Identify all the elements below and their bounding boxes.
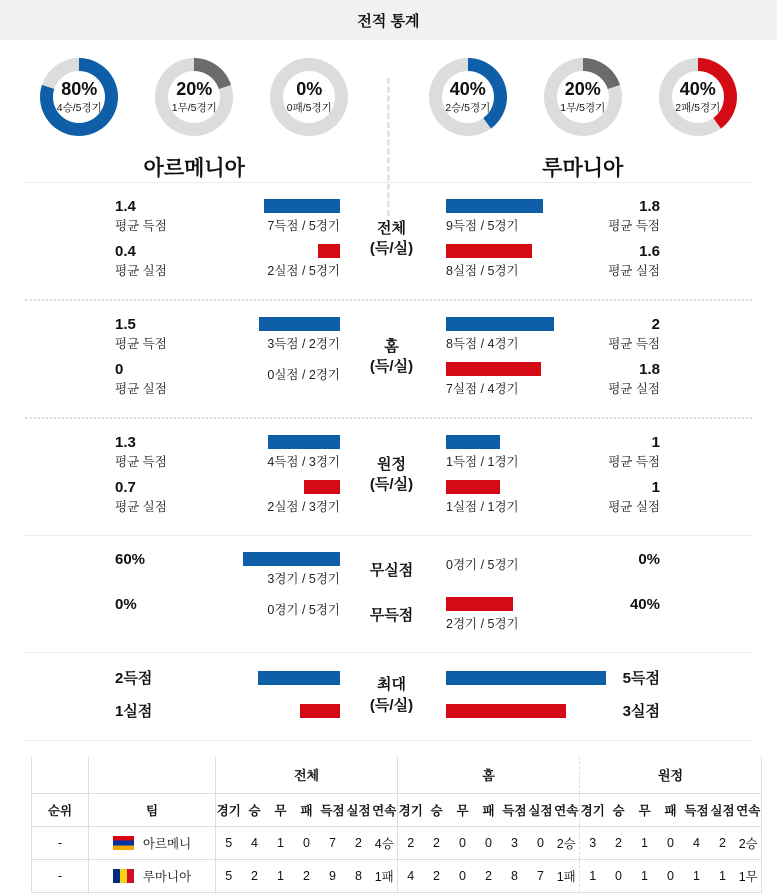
cell: 0: [450, 826, 476, 859]
cell: 2: [710, 826, 736, 859]
col-draw: 무: [268, 793, 294, 826]
stat-section-cleansheet: [0, 536, 777, 652]
section-label: [340, 317, 443, 397]
group-header-total: 전체: [216, 757, 398, 793]
cell: 2: [606, 826, 632, 859]
home-conceded-bar: [318, 244, 340, 258]
section-label-line2: (득/실): [370, 696, 413, 716]
cell: 1: [710, 859, 736, 892]
bar-caption: 3득점 / 2경기: [230, 334, 340, 352]
bar-caption: 4득점 / 3경기: [230, 452, 340, 470]
bar-caption: 3경기 / 5경기: [230, 569, 340, 587]
bar-caption: 1실점 / 1경기: [446, 497, 563, 515]
cell: 2: [424, 826, 450, 859]
group-header-home: 홈: [398, 757, 580, 793]
value: 1: [563, 435, 660, 452]
caption: 평균 실점: [563, 382, 660, 396]
spacer: [89, 757, 216, 793]
col-scored: 득점: [684, 793, 710, 826]
home-avg-scored: [115, 199, 230, 234]
value: 60%: [115, 552, 230, 569]
home-noscore-bar-block: [230, 597, 340, 632]
home-avg-conceded: [115, 480, 230, 515]
col-streak: 연속: [372, 793, 398, 826]
bar-caption: 2실점 / 5경기: [230, 261, 340, 279]
win-percent: 40%: [450, 80, 486, 98]
table-subheader-row: [32, 793, 762, 826]
bar-caption: 9득점 / 5경기: [446, 216, 563, 234]
team-cell: [89, 859, 216, 892]
home-scored-bar-block: [230, 199, 340, 234]
page-header: [0, 0, 777, 40]
home-max-scored-bar: [258, 671, 340, 685]
away-avg-scored: [563, 317, 660, 352]
home-avg-conceded: [115, 244, 230, 279]
draw-detail: 1무/5경기: [172, 100, 217, 115]
donut-summary: [0, 40, 777, 182]
col-games: 경기: [216, 793, 242, 826]
value: 0: [115, 362, 230, 379]
cell: 0: [476, 826, 502, 859]
donut-hole: [442, 71, 494, 123]
donut-hole: [168, 71, 220, 123]
donut-hole: [672, 71, 724, 123]
away-max-conceded-bar: [446, 704, 566, 718]
away-cleansheet-pct: [563, 552, 660, 587]
cell: 1패: [372, 859, 398, 892]
col-scored: 득점: [320, 793, 346, 826]
home-cleansheet-pct: [115, 552, 230, 587]
cell: 1: [580, 859, 606, 892]
cell: 0: [658, 826, 684, 859]
bar-caption: 8실점 / 5경기: [446, 261, 563, 279]
value: 0%: [115, 597, 230, 614]
col-conceded: 실점: [346, 793, 372, 826]
team-name: 루마니아: [143, 870, 191, 884]
home-draw-donut: [155, 58, 233, 136]
win-detail: 4승/5경기: [57, 100, 102, 115]
cell: 0: [658, 859, 684, 892]
page-title: 전적 통계: [357, 10, 419, 31]
away-loss-donut: [659, 58, 737, 136]
cell: 0: [528, 826, 554, 859]
home-conceded-bar-block: [230, 362, 340, 397]
cell: 1: [632, 826, 658, 859]
group-header-away: 원정: [580, 757, 762, 793]
value: 1실점: [115, 704, 152, 721]
value: 3실점: [623, 704, 660, 721]
team-cell: [89, 826, 216, 859]
cell: 2: [398, 826, 424, 859]
value: 1.3: [115, 435, 230, 452]
away-max-scored: [563, 671, 660, 688]
away-noscore-bar-block: [443, 597, 563, 632]
col-loss: 패: [658, 793, 684, 826]
cell: 2: [294, 859, 320, 892]
value: 1: [563, 480, 660, 497]
cell: 1무: [736, 859, 762, 892]
col-conceded: 실점: [528, 793, 554, 826]
away-avg-scored: [563, 199, 660, 234]
bar-caption: 1득점 / 1경기: [446, 452, 563, 470]
home-max-conceded-bar-block: [230, 704, 340, 721]
away-conceded-bar: [446, 244, 532, 258]
table-group-header-row: [32, 757, 762, 793]
section-label: [340, 435, 443, 515]
away-donut-row: [389, 58, 777, 136]
cell: 8: [346, 859, 372, 892]
value: 0%: [563, 552, 660, 569]
cell: 2: [476, 859, 502, 892]
away-scored-bar-block: [443, 317, 563, 352]
caption: 평균 득점: [115, 337, 230, 351]
away-avg-scored: [563, 435, 660, 470]
value: 1.6: [563, 244, 660, 261]
cell: 5: [216, 859, 242, 892]
away-noscore-bar: [446, 597, 513, 611]
value: 1.8: [563, 199, 660, 216]
away-team-name: 루마니아: [389, 152, 777, 182]
away-max-conceded: [563, 704, 660, 721]
value: 40%: [563, 597, 660, 614]
away-scored-bar: [446, 317, 554, 331]
cleansheet-label: 무실점: [340, 552, 443, 587]
donut-hole: [53, 71, 105, 123]
cell: 1: [268, 826, 294, 859]
caption: 평균 실점: [115, 500, 230, 514]
home-scored-bar: [259, 317, 340, 331]
home-donut-row: [0, 58, 389, 136]
away-max-scored-bar-block: [443, 671, 563, 688]
section-label-line1: 홈: [384, 337, 399, 357]
team-name: 아르메니: [143, 837, 191, 851]
away-scored-bar: [446, 435, 500, 449]
away-scored-bar: [446, 199, 543, 213]
caption: 평균 득점: [115, 219, 230, 233]
armenia-flag-icon: [113, 836, 134, 850]
away-conceded-bar-block: [443, 480, 563, 515]
caption: 평균 득점: [115, 455, 230, 469]
cell: 0: [606, 859, 632, 892]
home-conceded-bar-block: [230, 480, 340, 515]
section-label-line2: (득/실): [370, 239, 413, 259]
home-team-name: 아르메니아: [0, 152, 389, 182]
col-games: 경기: [580, 793, 606, 826]
away-avg-conceded: [563, 362, 660, 397]
cell: 7: [528, 859, 554, 892]
caption: 평균 실점: [115, 264, 230, 278]
donut-hole: [557, 71, 609, 123]
bar-caption: 0실점 / 2경기: [230, 365, 340, 383]
cell: 5: [216, 826, 242, 859]
home-win-donut: [40, 58, 118, 136]
col-draw: 무: [450, 793, 476, 826]
value: 1.4: [115, 199, 230, 216]
spacer: [32, 757, 89, 793]
bar-caption: 8득점 / 4경기: [446, 334, 563, 352]
home-conceded-bar: [304, 480, 340, 494]
cell: 0: [450, 859, 476, 892]
stat-section-home: [0, 301, 777, 417]
home-max-scored-bar-block: [230, 671, 340, 688]
away-win-donut: [429, 58, 507, 136]
cell: 1: [684, 859, 710, 892]
home-max-scored: [115, 671, 230, 688]
win-detail: 2승/5경기: [445, 100, 490, 115]
bar-caption: 0경기 / 5경기: [446, 555, 563, 573]
table-row-armenia: [32, 826, 762, 859]
cell: 4승: [372, 826, 398, 859]
draw-percent: 20%: [565, 80, 601, 98]
donut-hole: [283, 71, 335, 123]
loss-percent: 0%: [296, 80, 322, 98]
cell: 2승: [736, 826, 762, 859]
value: 2득점: [115, 671, 152, 688]
away-conceded-bar: [446, 362, 541, 376]
home-max-conceded: [115, 704, 230, 721]
home-avg-scored: [115, 435, 230, 470]
home-scored-bar-block: [230, 435, 340, 470]
home-scored-bar-block: [230, 317, 340, 352]
cell: 8: [502, 859, 528, 892]
home-cleansheet-bar-block: [230, 552, 340, 587]
home-noscore-pct: [115, 597, 230, 632]
value: 2: [563, 317, 660, 334]
away-noscore-pct: [563, 597, 660, 632]
cell: 1패: [554, 859, 580, 892]
home-max-conceded-bar: [300, 704, 340, 718]
caption: 평균 실점: [563, 264, 660, 278]
away-draw-donut: [544, 58, 622, 136]
col-streak: 연속: [554, 793, 580, 826]
away-scored-bar-block: [443, 435, 563, 470]
romania-flag-icon: [113, 869, 134, 883]
cell: 3: [502, 826, 528, 859]
caption: 평균 득점: [563, 337, 660, 351]
col-games: 경기: [398, 793, 424, 826]
col-loss: 패: [294, 793, 320, 826]
home-loss-donut: [270, 58, 348, 136]
value: 0.4: [115, 244, 230, 261]
col-scored: 득점: [502, 793, 528, 826]
home-avg-scored: [115, 317, 230, 352]
cell: 9: [320, 859, 346, 892]
cell: 7: [320, 826, 346, 859]
noscore-label: 무득점: [340, 597, 443, 632]
away-max-conceded-bar-block: [443, 704, 563, 721]
away-cleansheet-bar-block: [443, 552, 563, 587]
col-win: 승: [424, 793, 450, 826]
draw-percent: 20%: [176, 80, 212, 98]
section-label-line1: 전체: [377, 219, 406, 239]
section-label-line1: 원정: [377, 455, 406, 475]
cell: 3: [580, 826, 606, 859]
rank: -: [32, 859, 89, 892]
value: 5득점: [623, 671, 660, 688]
cell: 4: [398, 859, 424, 892]
caption: 평균 득점: [563, 455, 660, 469]
bar-caption: 0경기 / 5경기: [230, 600, 340, 618]
away-conceded-bar-block: [443, 244, 563, 279]
section-label-line2: (득/실): [370, 357, 413, 377]
away-avg-conceded: [563, 244, 660, 279]
home-conceded-bar-block: [230, 244, 340, 279]
away-conceded-bar-block: [443, 362, 563, 397]
vertical-dashed-divider: [387, 78, 390, 216]
win-percent: 80%: [61, 80, 97, 98]
cell: 2: [242, 859, 268, 892]
value: 1.5: [115, 317, 230, 334]
away-scored-bar-block: [443, 199, 563, 234]
value: 0.7: [115, 480, 230, 497]
cell: 2: [346, 826, 372, 859]
home-scored-bar: [268, 435, 340, 449]
section-label: [340, 199, 443, 279]
col-draw: 무: [632, 793, 658, 826]
divider: [25, 740, 752, 741]
stat-section-away: [0, 419, 777, 535]
cell: 2승: [554, 826, 580, 859]
loss-detail: 0패/5경기: [287, 100, 332, 115]
loss-detail: 2패/5경기: [675, 100, 720, 115]
bar-caption: 2경기 / 5경기: [446, 614, 563, 632]
records-table: [31, 757, 762, 893]
col-win: 승: [606, 793, 632, 826]
home-scored-bar: [264, 199, 340, 213]
col-team: 팀: [89, 793, 216, 826]
col-conceded: 실점: [710, 793, 736, 826]
table-row-romania: [32, 859, 762, 892]
loss-percent: 40%: [680, 80, 716, 98]
bar-caption: 2실점 / 3경기: [230, 497, 340, 515]
caption: 평균 실점: [115, 382, 230, 396]
caption: 평균 실점: [563, 500, 660, 514]
bar-caption: 7득점 / 5경기: [230, 216, 340, 234]
stat-section-max: [0, 653, 777, 740]
away-team-summary: [389, 58, 777, 182]
section-label-line1: 최대: [377, 675, 406, 695]
cell: 4: [684, 826, 710, 859]
away-conceded-bar: [446, 480, 500, 494]
bar-caption: 7실점 / 4경기: [446, 379, 563, 397]
draw-detail: 1무/5경기: [560, 100, 605, 115]
col-loss: 패: [476, 793, 502, 826]
section-label: [340, 671, 443, 720]
home-team-summary: [0, 58, 389, 182]
caption: 평균 득점: [563, 219, 660, 233]
col-win: 승: [242, 793, 268, 826]
rank: -: [32, 826, 89, 859]
section-label-line2: (득/실): [370, 475, 413, 495]
away-avg-conceded: [563, 480, 660, 515]
value: 1.8: [563, 362, 660, 379]
col-streak: 연속: [736, 793, 762, 826]
cell: 1: [632, 859, 658, 892]
home-avg-conceded: [115, 362, 230, 397]
cell: 0: [294, 826, 320, 859]
cell: 4: [242, 826, 268, 859]
col-rank: 순위: [32, 793, 89, 826]
cell: 1: [268, 859, 294, 892]
cell: 2: [424, 859, 450, 892]
home-cleansheet-bar: [243, 552, 340, 566]
